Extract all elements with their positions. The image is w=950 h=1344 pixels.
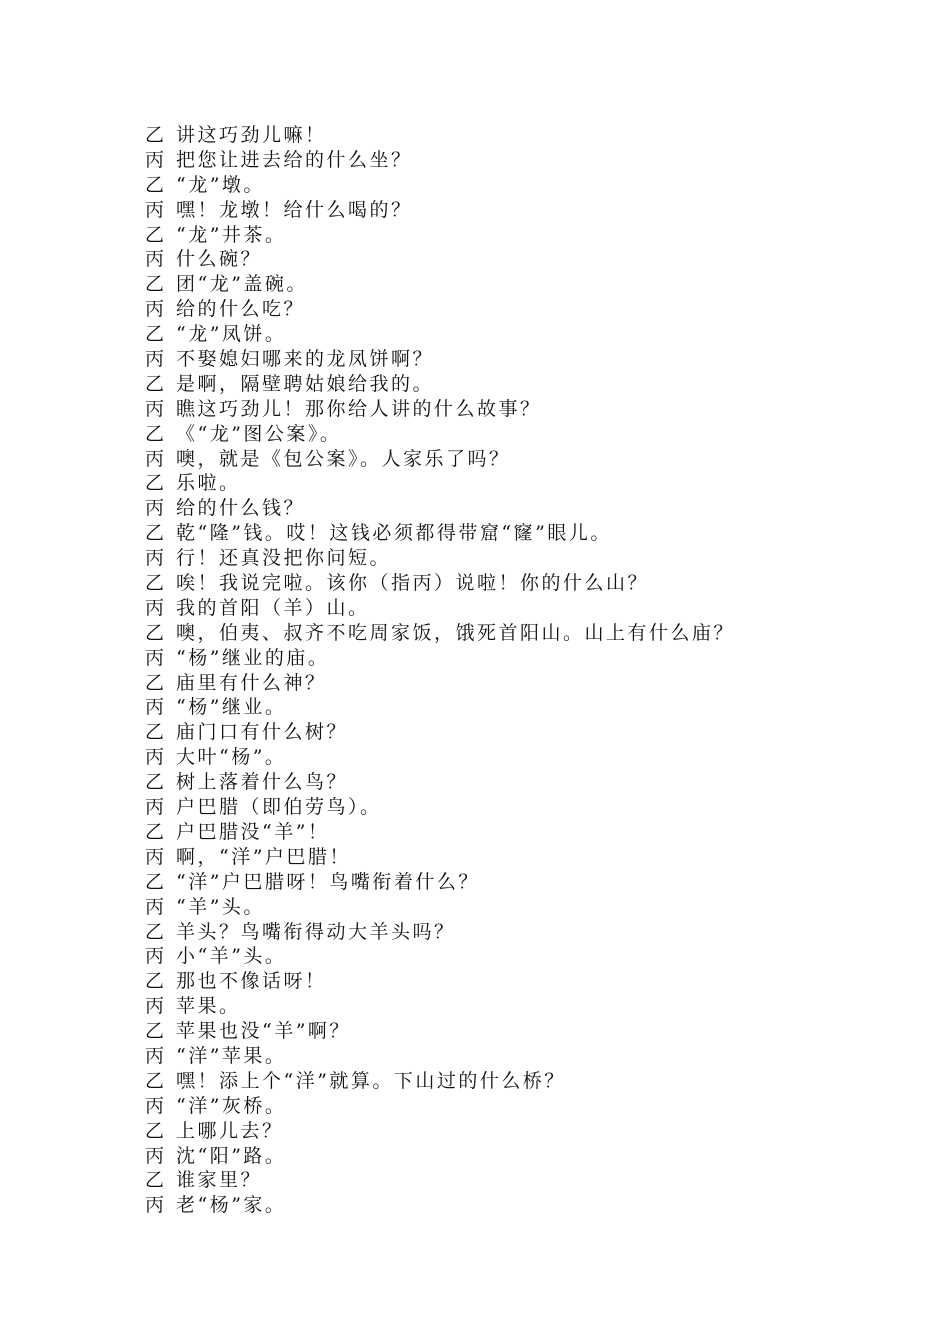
dialogue-text: [145, 123, 845, 1218]
speaker-label: 丙: [145, 298, 167, 321]
speaker-label: 乙: [145, 1169, 167, 1192]
speaker-label: 乙: [145, 671, 167, 694]
line-text: 庙里有什么神？: [176, 671, 327, 694]
speaker-label: 乙: [145, 970, 167, 993]
line-text: 是啊，隔壁聘姑娘给我的。: [176, 372, 435, 395]
line-text: 谁家里？: [176, 1169, 263, 1192]
line-text: “羊”头。: [176, 895, 265, 918]
line-text: 瞧这巧劲儿！那你给人讲的什么故事？: [176, 397, 542, 420]
line-text: 乐啦。: [176, 472, 241, 495]
speaker-label: 丙: [145, 497, 167, 520]
speaker-label: 乙: [145, 273, 167, 296]
dialogue-line: [145, 272, 845, 297]
line-text: 羊头？鸟嘴衔得动大羊头吗？: [176, 920, 456, 943]
speaker-label: 乙: [145, 323, 167, 346]
line-text: 乾“隆”钱。哎！这钱必须都得带窟“窿”眼儿。: [176, 522, 612, 545]
speaker-label: 乙: [145, 223, 167, 246]
line-text: 《“龙”图公案》。: [176, 422, 342, 445]
speaker-label: 丙: [145, 1194, 167, 1217]
speaker-label: 乙: [145, 820, 167, 843]
speaker-label: 丙: [145, 1144, 167, 1167]
speaker-label: 丙: [145, 348, 167, 371]
dialogue-line: [145, 297, 845, 322]
speaker-label: 丙: [145, 945, 167, 968]
line-text: 老“杨”家。: [176, 1194, 287, 1217]
line-text: 噢，就是《包公案》。人家乐了吗？: [176, 447, 511, 470]
dialogue-line: [145, 646, 845, 671]
speaker-label: 乙: [145, 870, 167, 893]
line-text: 树上落着什么鸟？: [176, 771, 349, 794]
line-text: “杨”继业的庙。: [176, 646, 330, 669]
dialogue-line: [145, 770, 845, 795]
dialogue-line: [145, 397, 845, 422]
dialogue-line: [145, 870, 845, 895]
speaker-label: 丙: [145, 148, 167, 171]
dialogue-line: [145, 720, 845, 745]
speaker-label: 乙: [145, 920, 167, 943]
dialogue-line: [145, 471, 845, 496]
dialogue-line: [145, 745, 845, 770]
line-text: 把您让进去给的什么坐？: [176, 148, 413, 171]
dialogue-line: [145, 1168, 845, 1193]
line-text: “龙”墩。: [176, 173, 265, 196]
speaker-label: 丙: [145, 995, 167, 1018]
line-text: “杨”继业。: [176, 696, 287, 719]
speaker-label: 乙: [145, 422, 167, 445]
speaker-label: 丙: [145, 198, 167, 221]
dialogue-line: [145, 671, 845, 696]
line-text: “洋”户巴腊呀！鸟嘴衔着什么？: [176, 870, 480, 893]
line-text: 小“羊”头。: [176, 945, 287, 968]
speaker-label: 乙: [145, 1069, 167, 1092]
speaker-label: 乙: [145, 771, 167, 794]
speaker-label: 乙: [145, 721, 167, 744]
line-text: “洋”灰桥。: [176, 1094, 287, 1117]
line-text: 苹果。: [176, 995, 241, 1018]
line-text: 什么碗？: [176, 248, 263, 271]
speaker-label: 乙: [145, 173, 167, 196]
line-text: “龙”凤饼。: [176, 323, 287, 346]
dialogue-line: [145, 1069, 845, 1094]
dialogue-line: [145, 1119, 845, 1144]
line-text: 唉！我说完啦。该你（指丙）说啦！你的什么山？: [176, 572, 650, 595]
dialogue-line: [145, 571, 845, 596]
line-text: 给的什么钱？: [176, 497, 306, 520]
speaker-label: 乙: [145, 1020, 167, 1043]
speaker-label: 丙: [145, 796, 167, 819]
speaker-label: 丙: [145, 1094, 167, 1117]
line-text: 团“龙”盖碗。: [176, 273, 308, 296]
dialogue-line: [145, 969, 845, 994]
dialogue-line: [145, 1193, 845, 1218]
dialogue-line: [145, 173, 845, 198]
line-text: “洋”苹果。: [176, 1044, 287, 1067]
line-text: “龙”井茶。: [176, 223, 287, 246]
dialogue-line: [145, 198, 845, 223]
speaker-label: 乙: [145, 621, 167, 644]
speaker-label: 丙: [145, 397, 167, 420]
line-text: 庙门口有什么树？: [176, 721, 349, 744]
speaker-label: 乙: [145, 572, 167, 595]
line-text: 户巴腊（即伯劳鸟）。: [176, 796, 382, 819]
dialogue-line: [145, 447, 845, 472]
dialogue-line: [145, 372, 845, 397]
dialogue-line: [145, 820, 845, 845]
line-text: 沈“阳”路。: [176, 1144, 287, 1167]
speaker-label: 丙: [145, 895, 167, 918]
line-text: 大叶“杨”。: [176, 746, 287, 769]
line-text: 那也不像话呀！: [176, 970, 327, 993]
speaker-label: 丙: [145, 845, 167, 868]
dialogue-line: [145, 422, 845, 447]
dialogue-line: [145, 944, 845, 969]
dialogue-line: [145, 546, 845, 571]
dialogue-line: [145, 1094, 845, 1119]
speaker-label: 丙: [145, 746, 167, 769]
speaker-label: 乙: [145, 124, 167, 146]
dialogue-line: [145, 247, 845, 272]
speaker-label: 丙: [145, 596, 167, 619]
dialogue-line: [145, 1019, 845, 1044]
line-text: 苹果也没“羊”啊？: [176, 1020, 351, 1043]
dialogue-line: [145, 695, 845, 720]
speaker-label: 丙: [145, 447, 167, 470]
speaker-label: 丙: [145, 248, 167, 271]
line-text: 嘿！添上个“洋”就算。下山过的什么桥？: [176, 1069, 566, 1092]
line-text: 上哪儿去？: [176, 1119, 284, 1142]
line-text: 讲这巧劲儿嘛！: [176, 124, 327, 146]
dialogue-line: [145, 596, 845, 621]
dialogue-line: [145, 223, 845, 248]
dialogue-line: [145, 994, 845, 1019]
line-text: 行！还真没把你问短。: [176, 547, 392, 570]
speaker-label: 乙: [145, 472, 167, 495]
dialogue-line: [145, 1044, 845, 1069]
dialogue-line: [145, 1144, 845, 1169]
dialogue-line: [145, 895, 845, 920]
dialogue-line: [145, 845, 845, 870]
dialogue-line: [145, 920, 845, 945]
speaker-label: 乙: [145, 522, 167, 545]
line-text: 给的什么吃？: [176, 298, 306, 321]
dialogue-line: [145, 521, 845, 546]
dialogue-line: [145, 621, 845, 646]
dialogue-line: [145, 496, 845, 521]
speaker-label: 乙: [145, 372, 167, 395]
line-text: 户巴腊没“羊”！: [176, 820, 330, 843]
speaker-label: 丙: [145, 646, 167, 669]
line-text: 不娶媳妇哪来的龙凤饼啊？: [176, 348, 435, 371]
dialogue-line: [145, 347, 845, 372]
line-text: 我的首阳（羊）山。: [176, 596, 370, 619]
speaker-label: 丙: [145, 1044, 167, 1067]
speaker-label: 丙: [145, 696, 167, 719]
speaker-label: 乙: [145, 1119, 167, 1142]
line-text: 啊，“洋”户巴腊！: [176, 845, 351, 868]
speaker-label: 丙: [145, 547, 167, 570]
dialogue-line: [145, 322, 845, 347]
line-text: 嘿！龙墩！给什么喝的？: [176, 198, 413, 221]
dialogue-line: [145, 795, 845, 820]
line-text: 噢，伯夷、叔齐不吃周家饭，饿死首阳山。山上有什么庙？: [176, 621, 736, 644]
dialogue-line: [145, 123, 845, 148]
dialogue-line: [145, 148, 845, 173]
